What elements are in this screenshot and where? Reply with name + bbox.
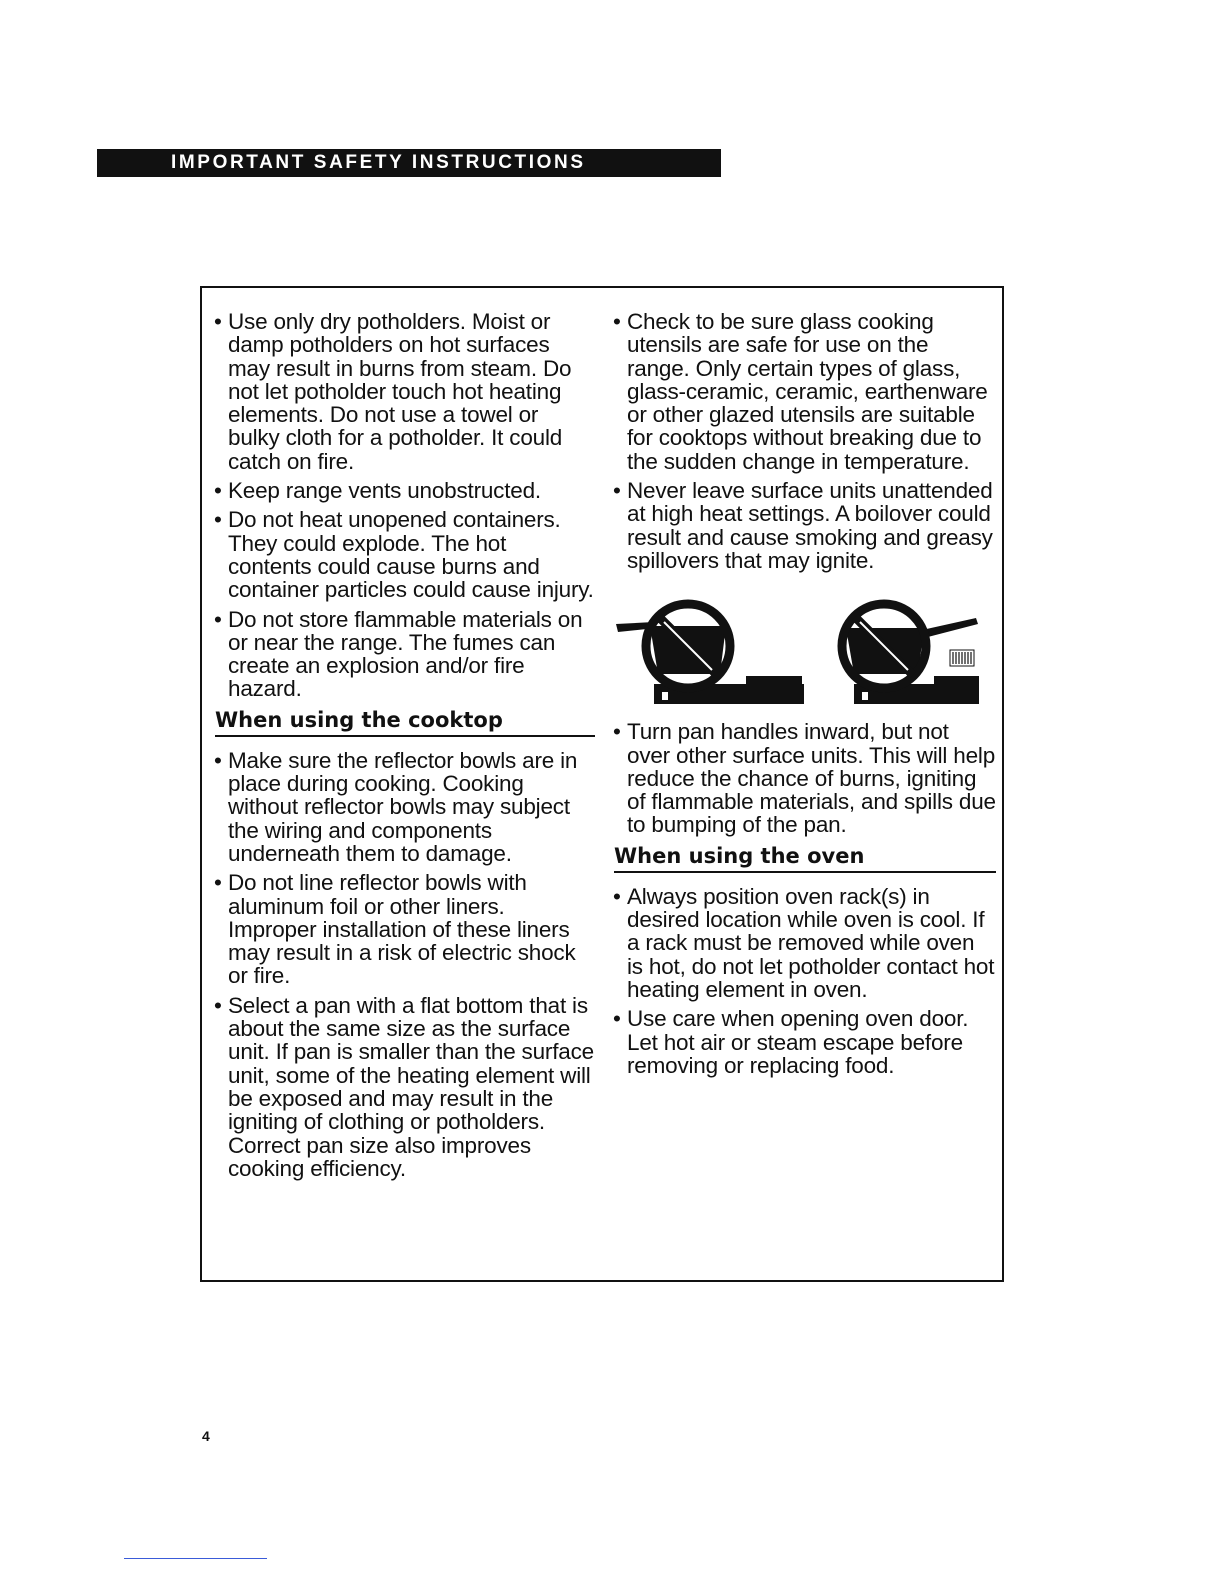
bullet-item: • Check to be sure glass cooking utensils are safe for use on the range. Only certain types of glass, glass-ceramic, ceramic, earthenware or other glazed utensils are suitable for cooktops without breaking due to the sudden change in temperature. bbox=[614, 310, 996, 473]
safety-instructions-box bbox=[200, 286, 1004, 1282]
bullet-item: • Turn pan handles inward, but not over other surface units. This will help reduce the chance of burns, igniting of flammable materials, and spills due to bumping of the pan. bbox=[614, 720, 996, 836]
bullet-item: • Keep range vents unobstructed. bbox=[215, 479, 595, 502]
bullet-item: • Select a pan with a flat bottom that is about the same size as the surface unit. If pan is smaller than the surface unit, some of the heating element will be exposed and may result in the igniting of clothing or potholders. Correct pan size also improves cooking efficiency. bbox=[215, 994, 595, 1180]
left-column bbox=[215, 310, 595, 1186]
page-number: 4 bbox=[202, 1428, 210, 1444]
pan-handle-prohibited-icon bbox=[614, 588, 984, 708]
bullet-item: • Make sure the reflector bowls are in place during cooking. Cooking without reflector bowls may subject the wiring and components underneath them to damage. bbox=[215, 749, 595, 865]
oven-section-heading: When using the oven bbox=[614, 843, 996, 873]
bullet-item: • Do not store flammable materials on or near the range. The fumes can create an explosion and/or fire hazard. bbox=[215, 608, 595, 701]
bullet-item: • Use only dry potholders. Moist or damp potholders on hot surfaces may result in burns from steam. Do not let potholder touch hot heating elements. Do not use a towel or bulky cloth for a potholder. It could catch on fire. bbox=[215, 310, 595, 473]
bullet-item: • Use care when opening oven door. Let hot air or steam escape before removing or replacing food. bbox=[614, 1007, 996, 1077]
bottom-rule bbox=[124, 1558, 267, 1559]
bullet-item: • Always position oven rack(s) in desired location while oven is cool. If a rack must be removed while oven is hot, do not let potholder contact hot heating element in oven. bbox=[614, 885, 996, 1001]
pan-handle-warning-illustration bbox=[614, 588, 984, 708]
bullet-item: • Do not line reflector bowls with aluminum foil or other liners. Improper installation of these liners may result in a risk of electric shock or fire. bbox=[215, 871, 595, 987]
cooktop-section-heading: When using the cooktop bbox=[215, 707, 595, 737]
section-header-title: IMPORTANT SAFETY INSTRUCTIONS bbox=[171, 152, 586, 173]
right-column bbox=[614, 310, 996, 1083]
section-header-bar bbox=[97, 149, 721, 177]
bullet-item: • Never leave surface units unattended at high heat settings. A boilover could result and cause smoking and greasy spillovers that may ignite. bbox=[614, 479, 996, 572]
bullet-item: • Do not heat unopened containers. They could explode. The hot contents could cause burns and container particles could cause injury. bbox=[215, 508, 595, 601]
